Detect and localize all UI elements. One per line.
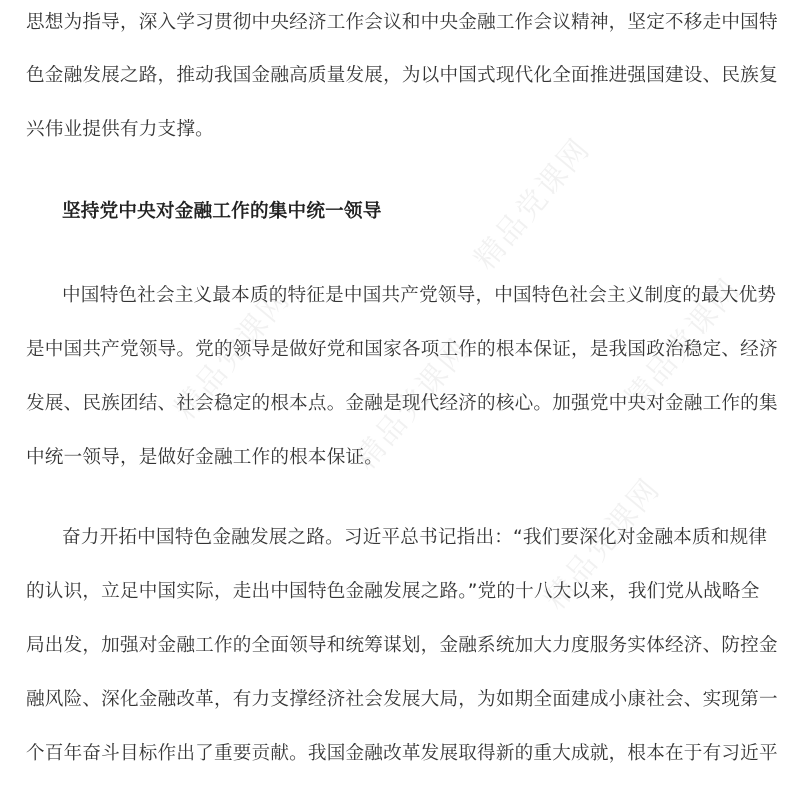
paragraph-line: 个百年奋斗目标作出了重要贡献。我国金融改革发展取得新的重大成就，根本在于有习近平 — [26, 743, 778, 764]
paragraph-line: 发展、民族团结、社会稳定的根本点。金融是现代经济的核心。加强党中央对金融工作的集 — [26, 393, 778, 414]
paragraph-line: 局出发，加强对金融工作的全面领导和统筹谋划，金融系统加大力度服务实体经济、防控金 — [26, 635, 778, 656]
paragraph-line: 中统一领导，是做好金融工作的根本保证。 — [26, 447, 384, 468]
paragraph-line: 的认识，立足中国实际，走出中国特色金融发展之路。”党的十八大以来，我们党从战略全 — [26, 581, 760, 602]
watermark-text: 精品党课网 — [347, 331, 478, 477]
paragraph-line: 融风险、深化金融改革，有力支撑经济社会发展大局，为如期全面建成小康社会、实现第一 — [26, 689, 778, 710]
paragraph-line: 兴伟业提供有力支撑。 — [26, 119, 214, 140]
document-page — [26, 0, 778, 800]
paragraph-line: 色金融发展之路，推动我国金融高质量发展，为以中国式现代化全面推进强国建设、民族复 — [26, 65, 778, 86]
section-heading: 坚持党中央对金融工作的集中统一领导 — [62, 201, 382, 222]
paragraph-line: 思想为指导，深入学习贯彻中央经济工作会议和中央金融工作会议精神，坚定不移走中国特 — [26, 12, 778, 33]
paragraph-line: 中国特色社会主义最本质的特征是中国共产党领导，中国特色社会主义制度的最大优势 — [62, 285, 777, 306]
paragraph-line: 奋力开拓中国特色金融发展之路。习近平总书记指出：“我们要深化对金融本质和规律 — [62, 527, 768, 548]
watermark-text: 精品党课网 — [167, 281, 298, 427]
watermark-text: 精品党课网 — [537, 471, 668, 617]
watermark-text: 精品党课网 — [467, 131, 598, 277]
watermark-text: 精品党课网 — [617, 271, 748, 417]
paragraph-line: 是中国共产党领导。党的领导是做好党和国家各项工作的根本保证，是我国政治稳定、经济 — [26, 339, 778, 360]
